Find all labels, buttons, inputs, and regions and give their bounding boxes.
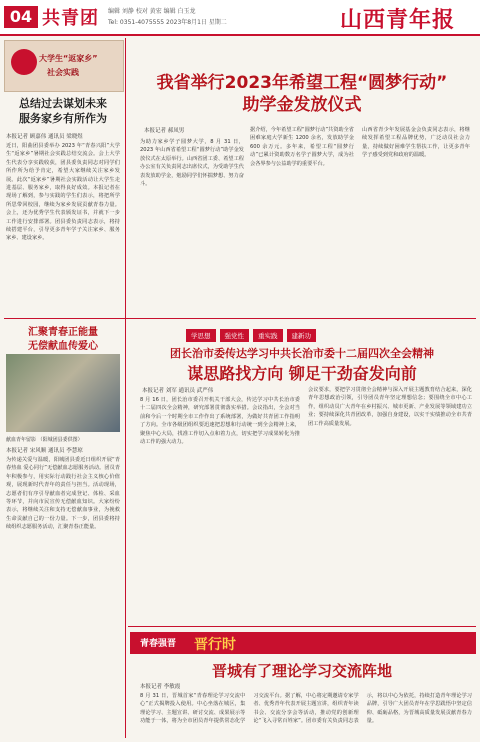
slogan-bar — [186, 323, 418, 339]
slogan-tag: 学思想 — [186, 329, 216, 342]
left-top-byline: 本报记者 顾嘉伟 通讯员 梁晓煜 — [6, 134, 83, 140]
slogan-tag: 建新功 — [287, 329, 317, 342]
newspaper-logo: 山西青年报 — [340, 7, 456, 33]
main-headline: 我省举行2023年希望工程“圆梦行动” 助学金发放仪式 — [156, 73, 448, 115]
main-body-col2: 据介绍，今年希望工程“圆梦行动”共资助全省困难家庭大学新生 1200 余名，发放助学金 600 余万元。多年来，希望工程“圆梦行动”已累计资助数万名学子圆梦大学，成为社会各界参与公益助学的重要平台。 — [250, 127, 354, 167]
middle-body-col2: 会议要求，要把学习贯彻全会精神与深入开展主题教育结合起来，深化青年思想政治引领，引导团员青年坚定理想信念；要围绕全市中心工作，组织动员广大青年在乡村振兴、城市更新、产业发展等领域建功立业；要持续深化共青团改革，加强自身建设，以实干实绩推动全市共青团工作高质量发展。 — [308, 387, 472, 427]
bottom-headline: 晋城有了理论学习交流阵地 — [211, 662, 392, 680]
slogan-tag: 重实践 — [253, 329, 283, 342]
middle-body-col1: 8 月 16 日，团长治市委召开机关干部大会，传达学习中共长治市委十二届四次全会精神，研究部署贯彻落实举措。会议指出，全会对当前和今后一个时期全市工作作出了系统部署，为做好共青团工作指明了方向。全市各级团组织要迅速把思想和行动统一到全会精神上来，聚焦中心大局，找准工作切入点和着力点，切实把学习成果转化为推动工作的强大动力。 — [140, 397, 300, 446]
main-body-col3: 山西省青少年发展基金会负责同志表示，将继续发挥希望工程品牌优势，广泛动员社会力量，持续做好困难学生帮扶工作，让更多青年学子感受到党和政府的温暖。 — [362, 127, 470, 159]
column-divider — [125, 38, 126, 738]
photo-caption: 献血青年留影 （阳城团县委供图） — [6, 437, 83, 443]
bottom-body: 8 月 31 日，晋城首家“青春理论学习交流中心”正式揭牌投入使用。中心坐落在城区，集理论学习、主题宣讲、研讨交流、成果展示等功能于一体，将为全市团员青年提供常态化学习交流平台。据了解，中心将定期邀请专家学者、优秀青年代表开展主题宣讲，组织青年读书会、交流分享会等活动，推动党的创新理论“飞入寻常百姓家”。团市委有关负责同志表示，将以中心为依托，持续打造青年理论学习品牌，引导广大团员青年在学思践悟中坚定信仰、砥砺品格，为晋城高质量发展贡献青春力量。 — [140, 693, 472, 725]
bottom-byline: 本报记者 李敏霞 — [140, 684, 181, 690]
main-body-col1: 为助力家乡学子圆梦大学，8 月 31 日，2023 年山西省希望工程“圆梦行动”助学金发放仪式在太原举行。山西省团工委、希望工程办公室有关负责同志出席仪式，为受助学生代表发放助学金，勉励同学们怀揣梦想、努力奋斗。 — [140, 139, 244, 188]
youth-league-emblem-icon — [11, 49, 37, 75]
main-byline: 本报记者 郝凤男 — [144, 128, 185, 134]
banner-text-2: 晋行时 — [194, 637, 236, 653]
column-banner — [4, 40, 124, 92]
column-banner-bottom — [130, 632, 476, 654]
section-divider — [128, 626, 476, 627]
left-mid-byline: 本报记者 宋风顺 通讯员 李慧琼 — [6, 448, 83, 454]
middle-kicker: 团长治市委传达学习中共长治市委十二届四次全会精神 — [170, 347, 434, 360]
section-divider — [4, 318, 476, 319]
banner-text-1: 青春强晋 — [140, 639, 177, 649]
masthead-editors: 编辑 刘静 校对 黄宏 编辑 白玉龙 — [108, 8, 196, 15]
left-top-headline: 总结过去谋划未来 服务家乡有所作为 — [19, 97, 107, 125]
banner-line-2: 社会实践 — [47, 68, 79, 77]
blood-donation-photo — [6, 354, 120, 432]
left-mid-body: 为传递关爱与温暖，阳城团县委近日组织开展“青春热血 爱心同行”无偿献血志愿服务活动。团员青年积极参与，用实际行动践行社会主义核心价值观，展现新时代青年的责任与担当。活动现场，志愿者们有序引导献血者完成登记、体检、采血等环节，并向市民宣传无偿献血知识。大家纷纷表示，将继续关注和支持无偿献血事业，为挽救生命贡献自己的一份力量。下一步，团县委将持续组织志愿服务活动，汇聚青春正能量。 — [6, 457, 120, 531]
left-mid-headline: 汇聚青春正能量 无偿献血传爱心 — [28, 327, 98, 352]
slogan-tag: 强党性 — [220, 329, 250, 342]
middle-byline: 本报记者 刘军 通讯员 武严伟 — [142, 388, 214, 394]
page-number: 04 — [4, 6, 38, 28]
left-top-body: 近日，阳曲团县委举办 2023 年“青春兴阳”大学生“返家乡”暑期社会实践总结交流会。会上大学生代表分享实践收获，团县委负责同志对同学们所作所为给予肯定，希望大家继续关注家乡发展。此次“返家乡”暑期社会实践活动让大学生走进基层、服务家乡，取得良好成效。本报记者在现场了解到，参与实践的学生们表示，将把所学所思带回校园，继续为家乡发展贡献青春力量。会上，还为优秀学生代表颁发证书，并就下一步工作进行安排部署。团县委负责同志表示，将持续搭建平台，引导更多青年学子关注家乡、服务家乡、建设家乡。 — [6, 143, 120, 242]
section-title: 共青团 — [42, 8, 99, 29]
middle-headline: 谋思路找方向 铆足干劲奋发向前 — [187, 364, 417, 383]
banner-line-1: 大学生“返家乡” — [39, 54, 98, 63]
masthead-date: Tel: 0351-4075555 2023年8月1日 星期二 — [108, 19, 227, 26]
